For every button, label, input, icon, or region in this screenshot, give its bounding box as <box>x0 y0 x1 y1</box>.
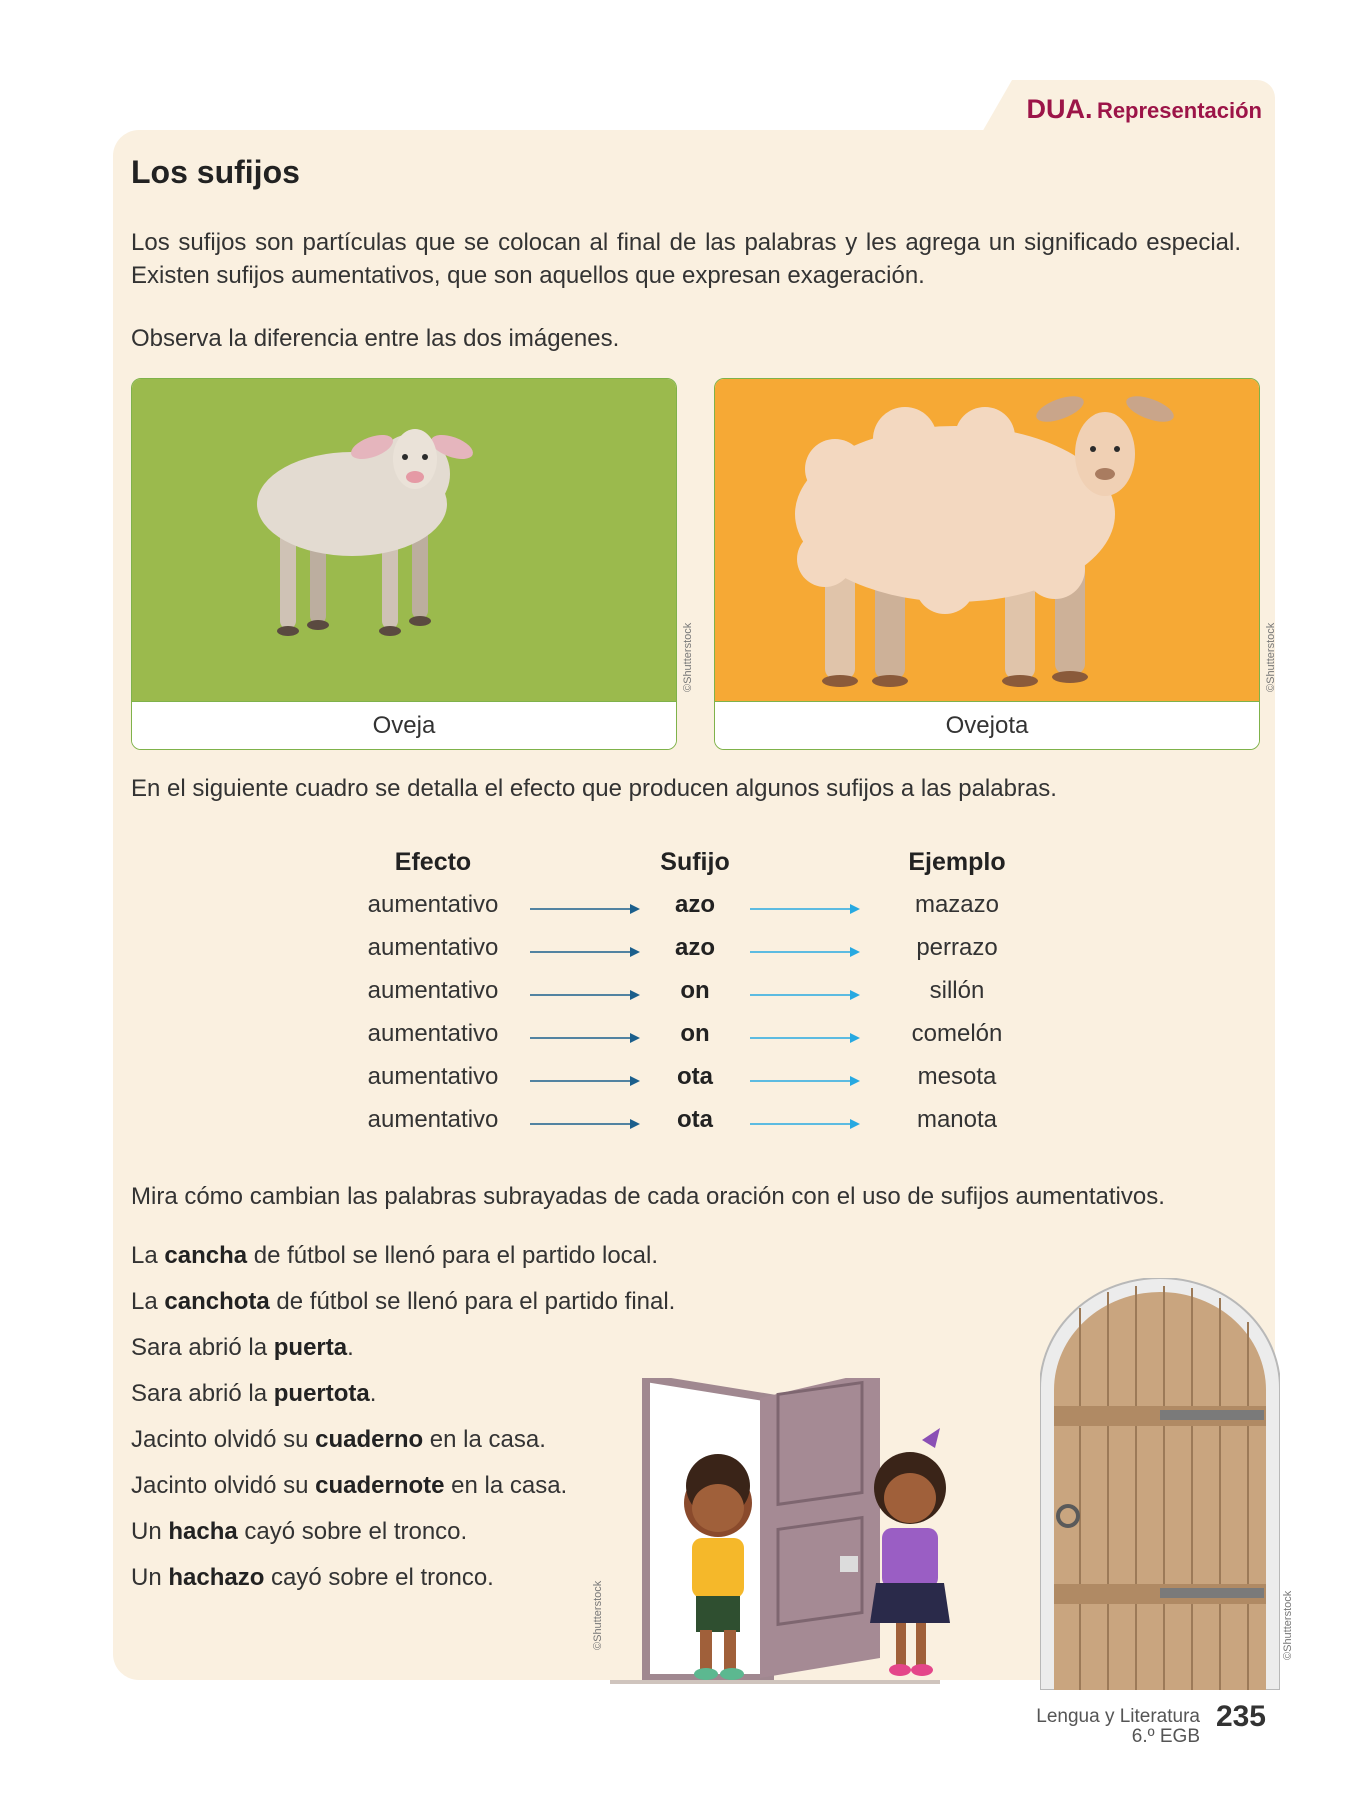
wooden-door-illustration <box>1040 1278 1280 1690</box>
oveja-scene <box>132 379 676 701</box>
table-row <box>0 891 1350 931</box>
page-title: Los sufijos <box>131 154 300 190</box>
cell-sufijo: ota <box>677 1106 713 1133</box>
table-row <box>0 1020 1350 1060</box>
cell-efecto: aumentativo <box>367 891 499 918</box>
table-row <box>0 934 1350 974</box>
sentence <box>131 1426 546 1454</box>
arrow-icon <box>750 989 862 1001</box>
cell-ejemplo: comelón <box>911 1020 1003 1047</box>
sentence-post: de fútbol se llenó para el partido local. <box>247 1242 659 1269</box>
footer-subject-name: Lengua y Literatura <box>1036 1706 1200 1727</box>
sentence-word: canchota <box>164 1288 270 1315</box>
arrow-icon <box>750 903 862 915</box>
image-ovejota <box>714 378 1260 750</box>
credit-kids: ©Shutterstock <box>592 1580 604 1650</box>
sentence-pre: La <box>131 1288 165 1315</box>
cell-sufijo: ota <box>677 1063 713 1090</box>
cell-efecto: aumentativo <box>367 934 499 961</box>
header-ejemplo: Ejemplo <box>908 848 1006 876</box>
sentence <box>131 1564 494 1592</box>
sentence <box>131 1242 658 1270</box>
sentence-pre: Un <box>131 1564 169 1591</box>
table-intro: En el siguiente cuadro se detalla el efecto que producen algunos sufijos a las palabras. <box>131 775 1057 802</box>
cell-ejemplo: mazazo <box>914 891 1000 918</box>
intro-paragraph: Los sufijos son partículas que se colocan al final de las palabras y les agrega un significado especial. Existen sufijos aumentativos, que son aquellos que expresan exageración. <box>131 229 1241 289</box>
table-row <box>0 1063 1350 1103</box>
sentence <box>131 1288 675 1316</box>
sentences-intro: Mira cómo cambian las palabras subrayadas de cada oración con el uso de sufijos aumentativos. <box>131 1183 1165 1210</box>
dua-representacion: Representación <box>1096 98 1262 123</box>
sentence-word: hachazo <box>168 1564 265 1591</box>
sentence-word: cancha <box>164 1242 248 1269</box>
cell-ejemplo: mesota <box>917 1063 997 1090</box>
sentence-word: puertota <box>273 1380 370 1407</box>
sentence-word: hacha <box>168 1518 238 1545</box>
cell-ejemplo: sillón <box>929 977 985 1004</box>
sentence-pre: Sara abrió la <box>131 1334 274 1361</box>
cell-efecto: aumentativo <box>367 1063 499 1090</box>
observe-instruction: Observa la diferencia entre las dos imágenes. <box>131 325 620 352</box>
cell-sufijo: on <box>680 977 710 1004</box>
page-number: 235 <box>1215 1700 1266 1733</box>
sentence-pre: Jacinto olvidó su <box>131 1472 316 1499</box>
sentence <box>131 1472 567 1500</box>
arrow-icon <box>750 946 862 958</box>
cell-efecto: aumentativo <box>367 1106 499 1133</box>
cell-efecto: aumentativo <box>367 977 499 1004</box>
header-sufijo: Sufijo <box>660 848 730 876</box>
credit-ovejota: ©Shutterstock <box>1265 622 1277 692</box>
sentence-pre: Sara abrió la <box>131 1380 274 1407</box>
sentence-post: . <box>347 1334 354 1361</box>
sentence-post: . <box>369 1380 377 1407</box>
sentence-pre: Jacinto olvidó su <box>131 1426 316 1453</box>
cell-efecto: aumentativo <box>367 1020 499 1047</box>
sentence-pre: Un <box>131 1518 169 1545</box>
credit-oveja: ©Shutterstock <box>682 622 694 692</box>
header-efecto: Efecto <box>394 848 472 876</box>
sentence-post: de fútbol se llenó para el partido final. <box>269 1288 676 1315</box>
cell-ejemplo: manota <box>916 1106 998 1133</box>
girl-figure <box>870 1428 950 1676</box>
sentence-post: en la casa. <box>423 1426 546 1453</box>
sentence-post: cayó sobre el tronco. <box>264 1564 494 1591</box>
sentence-post: cayó sobre el tronco. <box>237 1518 468 1545</box>
footer-grade: 6.º EGB <box>1131 1726 1200 1747</box>
arrow-icon <box>750 1032 862 1044</box>
table-row <box>0 977 1350 1017</box>
image-oveja <box>131 378 677 750</box>
arrow-icon <box>750 1075 862 1087</box>
kids-door-illustration <box>610 1378 1010 1690</box>
cell-sufijo: azo <box>674 934 715 961</box>
credit-door: ©Shutterstock <box>1282 1590 1294 1660</box>
sentence-word: puerta <box>273 1334 348 1361</box>
dua-label <box>1026 94 1262 125</box>
cell-sufijo: on <box>680 1020 710 1047</box>
dua-strong: DUA. <box>1026 94 1093 124</box>
sentence <box>131 1518 467 1546</box>
footer-subject <box>1036 1707 1200 1747</box>
cell-ejemplo: perrazo <box>916 934 998 961</box>
caption-oveja: Oveja <box>132 701 676 750</box>
sentence-post: en la casa. <box>444 1472 568 1499</box>
caption-ovejota: Ovejota <box>715 701 1259 750</box>
sentence <box>131 1380 376 1408</box>
ovejota-scene <box>715 379 1259 701</box>
sentence-word: cuaderno <box>315 1426 424 1453</box>
sentence <box>131 1334 354 1362</box>
sentence-word: cuadernote <box>315 1472 445 1499</box>
arrow-icon <box>750 1118 862 1130</box>
cell-sufijo: azo <box>674 891 715 918</box>
table-row <box>0 1106 1350 1146</box>
lamb-illustration <box>257 429 476 636</box>
sentence-pre: La <box>131 1242 165 1269</box>
sheep-illustration <box>795 391 1177 687</box>
